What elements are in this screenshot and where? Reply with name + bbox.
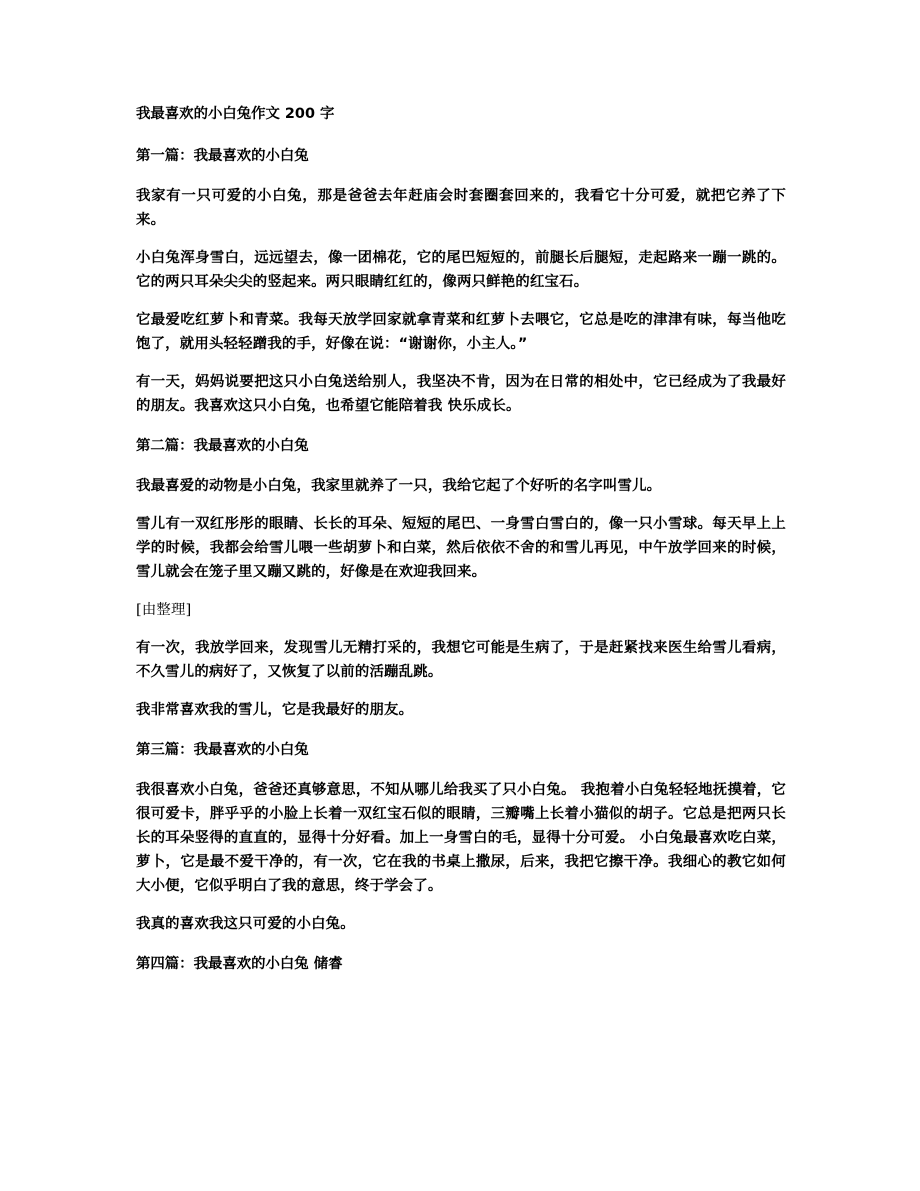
section-heading: 第二篇：我最喜欢的小白兔	[136, 438, 309, 454]
paragraph: 我很喜欢小白兔，爸爸还真够意思，不知从哪儿给我买了只小白兔。 我抱着小白兔轻轻地抚摸着，它很可爱卡，胖乎乎的小脸上长着一双红宝石似的眼睛，三瓣嘴上长着小猫似的胡子。它总是把两只长长的耳朵竖得的直直的，显得十分好看。加上一身雪白的毛，显得十分可爱。 小白兔最喜欢吃白菜，萝卜，它是最不爱干净的，有一次，它在我的书桌上撒尿，后来，我把它擦干净。我细心的教它如何大小便，它似乎明白了我的意思，终于学会了。	[136, 782, 786, 894]
document-title: 我最喜欢的小白兔作文 200 字	[136, 106, 335, 122]
paragraph: 它最爱吃红萝卜和青菜。我每天放学回家就拿青菜和红萝卜去喂它，它总是吃的津津有味，每当他吃饱了，就用头轻轻蹭我的手，好像在说：“谢谢你，小主人。”	[136, 312, 786, 352]
section-heading: 第四篇：我最喜欢的小白兔 储睿	[136, 956, 343, 972]
document-page	[136, 100, 786, 992]
section-heading: 第一篇：我最喜欢的小白兔	[136, 148, 309, 164]
paragraph: 有一天，妈妈说要把这只小白兔送给别人，我坚决不肯，因为在日常的相处中，它已经成为了我最好的朋友。我喜欢这只小白兔，也希望它能陪着我 快乐成长。	[136, 374, 786, 414]
paragraph: 雪儿有一双红彤彤的眼睛、长长的耳朵、短短的尾巴、一身雪白雪白的，像一只小雪球。每天早上上学的时候，我都会给雪儿喂一些胡萝卜和白菜，然后依依不舍的和雪儿再见，中午放学回来的时候，雪儿就会在笼子里又蹦又跳的，好像是在欢迎我回来。	[136, 516, 786, 580]
paragraph: 我最喜爱的动物是小白兔，我家里就养了一只，我给它起了个好听的名字叫雪儿。	[136, 478, 662, 494]
paragraph: 我真的喜欢我这只可爱的小白兔。	[136, 916, 355, 932]
section-heading: 第三篇：我最喜欢的小白兔	[136, 742, 309, 758]
source-note: [由整理]	[136, 602, 192, 618]
paragraph: 小白兔浑身雪白，远远望去，像一团棉花，它的尾巴短短的，前腿长后腿短，走起路来一蹦一跳的。它的两只耳朵尖尖的竖起来。两只眼睛红红的，像两只鲜艳的红宝石。	[136, 250, 786, 290]
paragraph: 有一次，我放学回来，发现雪儿无精打采的，我想它可能是生病了，于是赶紧找来医生给雪儿看病，不久雪儿的病好了，又恢复了以前的活蹦乱跳。	[136, 640, 786, 680]
paragraph: 我家有一只可爱的小白兔，那是爸爸去年赶庙会时套圈套回来的，我看它十分可爱，就把它养了下来。	[136, 188, 786, 228]
paragraph: 我非常喜欢我的雪儿，它是我最好的朋友。	[136, 702, 414, 718]
